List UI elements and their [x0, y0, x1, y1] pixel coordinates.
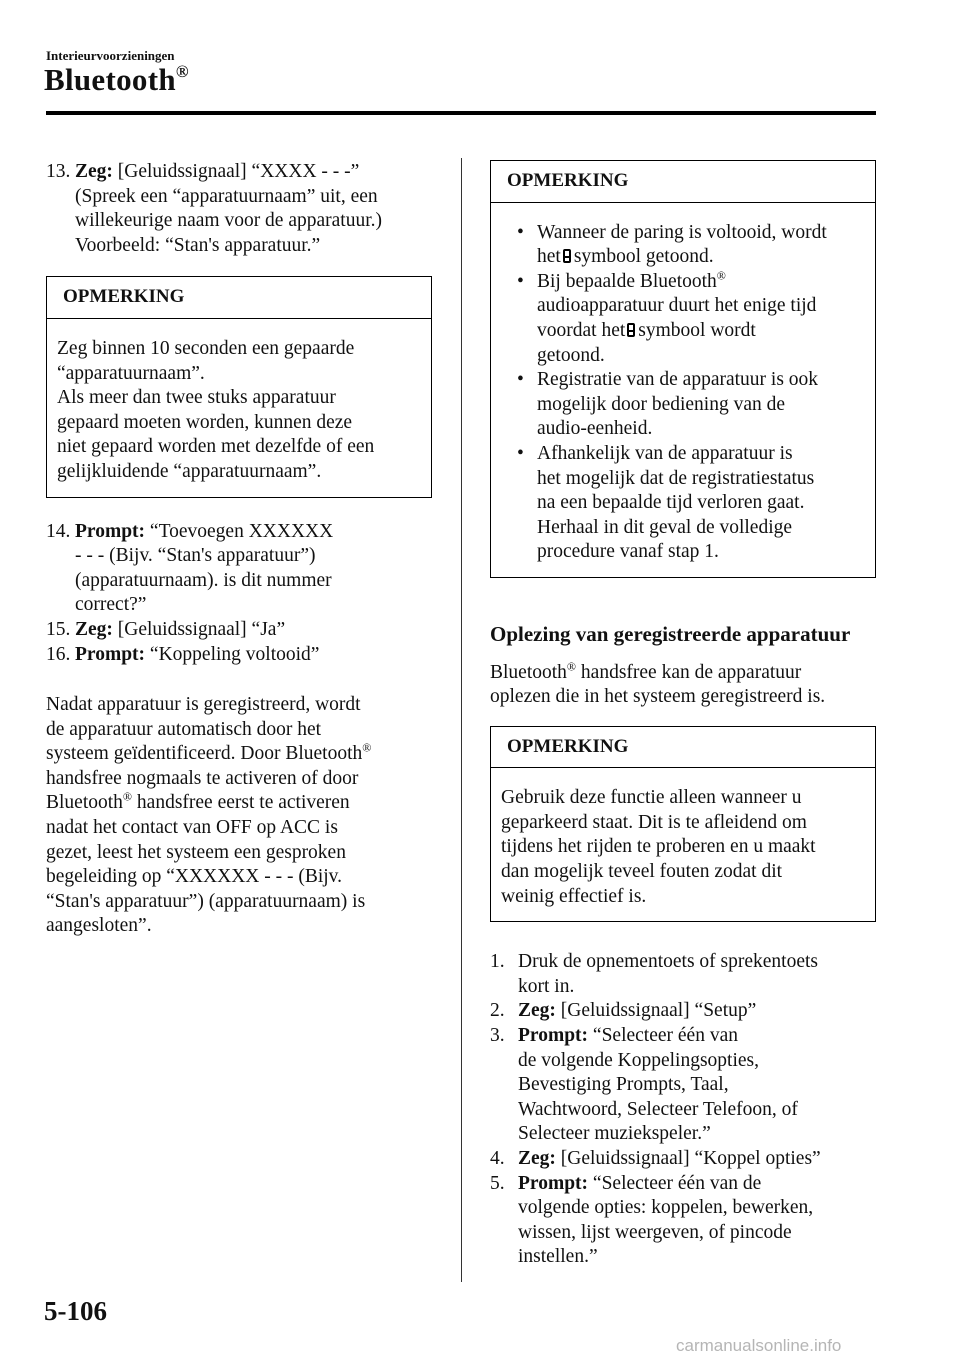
- right-column: [490, 160, 880, 1270]
- note-box-1: OPMERKING Zeg binnen 10 seconden een gepaarde “apparatuurnaam”. Als meer dan twee stuks apparatuur gepaard moeten worden, kunnen deze niet gepaard worden met dezelfde of een gelijkluidende “apparatuurnaam”.: [46, 276, 432, 497]
- note-heading: OPMERKING: [491, 727, 875, 769]
- intro-paragraph: Bluetooth® handsfree kan de apparatuur oplezen die in het systeem geregistreerd is.: [490, 659, 826, 708]
- paragraph: Nadat apparatuur is geregistreerd, wordt de apparatuur automatisch door het systeem geïdentificeerd. Door Bluetooth® handsfree nogmaals te activeren of door Bluetooth® handsfree eerst te activeren nadat het contact van OFF op ACC is gezet, leest het systeem een gesproken begeleiding op “XXXXXX - - - (Bijv. “Stan's apparatuur”) (apparatuurnaam) is aangesloten”.: [46, 694, 372, 937]
- bullet-item: • Afhankelijk van de apparatuur is het mogelijk dat de registratiestatus na een bepaalde tijd verloren gaat. Herhaal in dit geval de volledige procedure vanaf stap 1.: [517, 442, 815, 563]
- step-16: 16. Prompt: “Koppeling voltooid”: [46, 643, 320, 665]
- note-heading: OPMERKING: [47, 277, 431, 319]
- note-heading: OPMERKING: [491, 161, 875, 203]
- header-rule: [46, 111, 876, 115]
- subheading: Oplezing van geregistreerde apparatuur: [490, 621, 851, 646]
- step-1: 1. Druk de opnementoets of sprekentoets kort in.: [490, 951, 819, 997]
- note-box-2: [490, 160, 876, 578]
- step-4: 4. Zeg: [Geluidssignaal] “Koppel opties”: [490, 1148, 821, 1169]
- step-13: 13. Zeg: [Geluidssignaal] “XXXX - - -” (Spreek een “apparatuurnaam” uit, een willekeurige naam voor de apparatuur.) Voorbeeld: “Stan's apparatuur.”: [46, 161, 383, 256]
- step-2: 2. Zeg: [Geluidssignaal] “Setup”: [490, 1000, 757, 1022]
- column-divider: [461, 158, 462, 1282]
- bluetooth-status-icon: [627, 323, 635, 337]
- page-number: 5-106: [44, 1296, 107, 1326]
- left-column: [46, 160, 436, 939]
- note-box-3: OPMERKING Gebruik deze functie alleen wanneer u geparkeerd staat. Dit is te afleidend om tijdens het rijden te proberen en u maakt dan mogelijk teveel fouten zodat dit weinig effectief is.: [490, 726, 876, 923]
- bullet-item: • Bij bepaalde Bluetooth® audioapparatuur duurt het enige tijd voordat het symbool wordt getoond.: [517, 268, 817, 366]
- section-label: Interieurvoorzieningen: [46, 48, 175, 63]
- watermark[interactable]: carmanualsonline.info: [676, 1336, 842, 1355]
- step-3: 3. Prompt: “Selecteer één van de volgende Koppelingsopties, Bevestiging Prompts, Taal, Wachtwoord, Selecteer Telefoon, of Selecteer muziekspeler.”: [490, 1025, 798, 1145]
- page-title: Bluetooth®: [44, 62, 189, 97]
- bluetooth-status-icon: [563, 249, 571, 263]
- step-5: 5. Prompt: “Selecteer één van de volgende opties: koppelen, bewerken, wissen, lijst weergeven, of pincode instellen.”: [490, 1172, 814, 1268]
- step-14: 14. Prompt: “Toevoegen XXXXXX - - - (Bijv. “Stan's apparatuur”) (apparatuurnaam). is dit nummer correct?”: [46, 520, 334, 616]
- step-15: 15. Zeg: [Geluidssignaal] “Ja”: [46, 618, 286, 640]
- bullet-item: • Wanneer de paring is voltooid, wordt het symbool getoond.: [517, 221, 827, 268]
- bullet-item: • Registratie van de apparatuur is ook mogelijk door bediening van de audio-eenheid.: [517, 369, 819, 440]
